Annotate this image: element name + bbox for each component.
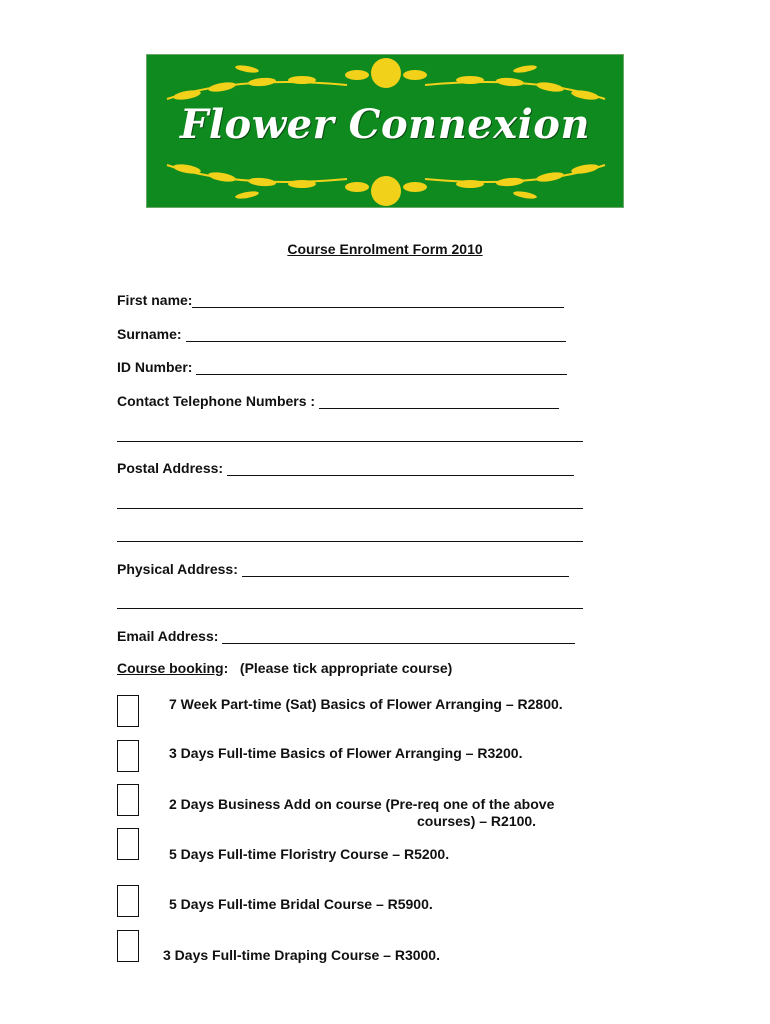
course-checkbox-5[interactable] xyxy=(117,885,139,917)
logo-text: Flower Connexion xyxy=(179,101,591,148)
course-booking-heading xyxy=(117,660,452,676)
flower-connexion-logo xyxy=(146,54,624,208)
course-checkbox-6[interactable] xyxy=(117,930,139,962)
email-address-field[interactable] xyxy=(222,629,575,644)
surname-field[interactable] xyxy=(186,327,566,342)
id-number-label: ID Number: xyxy=(117,359,193,375)
id-number-field[interactable] xyxy=(196,360,567,375)
postal-address-field[interactable] xyxy=(227,461,574,476)
course-label-3: 2 Days Business Add on course (Pre-req one of the above xyxy=(169,796,555,812)
contact-row xyxy=(117,393,559,409)
course-checkbox-2[interactable] xyxy=(117,740,139,772)
id-number-row xyxy=(117,359,567,375)
course-label-4: 5 Days Full-time Floristry Course – R5200. xyxy=(169,846,450,862)
course-checkbox-4[interactable] xyxy=(117,828,139,860)
course-booking-label: Course booking xyxy=(117,660,224,676)
postal-address-line-2[interactable] xyxy=(117,508,583,509)
email-address-row xyxy=(117,628,575,644)
contact-label: Contact Telephone Numbers : xyxy=(117,393,316,409)
postal-address-line-3[interactable] xyxy=(117,541,583,542)
postal-address-label: Postal Address: xyxy=(117,460,224,476)
course-booking-instruction: (Please tick appropriate course) xyxy=(239,660,453,676)
physical-address-label: Physical Address: xyxy=(117,561,238,577)
course-label-3-continuation: courses) – R2100. xyxy=(417,813,537,829)
contact-field[interactable] xyxy=(319,394,559,409)
course-label-1: 7 Week Part-time (Sat) Basics of Flower Arranging – R2800. xyxy=(169,696,563,712)
course-checkbox-1[interactable] xyxy=(117,695,139,727)
course-label-2: 3 Days Full-time Basics of Flower Arranging – R3200. xyxy=(169,745,523,761)
course-checkbox-3[interactable] xyxy=(117,784,139,816)
surname-row xyxy=(117,326,566,342)
physical-address-field[interactable] xyxy=(242,562,569,577)
form-title: Course Enrolment Form 2010 xyxy=(287,241,483,257)
surname-label: Surname: xyxy=(117,326,182,342)
physical-address-line-2[interactable] xyxy=(117,608,583,609)
first-name-field[interactable] xyxy=(192,293,564,308)
postal-address-row xyxy=(117,460,574,476)
email-address-label: Email Address: xyxy=(117,628,219,644)
first-name-label: First name: xyxy=(117,292,193,308)
contact-field-line-2[interactable] xyxy=(117,441,583,442)
course-label-6: 3 Days Full-time Draping Course – R3000. xyxy=(163,947,440,963)
first-name-row xyxy=(117,292,564,308)
physical-address-row xyxy=(117,561,569,577)
course-booking-separator: : xyxy=(223,660,229,676)
course-label-5: 5 Days Full-time Bridal Course – R5900. xyxy=(169,896,433,912)
